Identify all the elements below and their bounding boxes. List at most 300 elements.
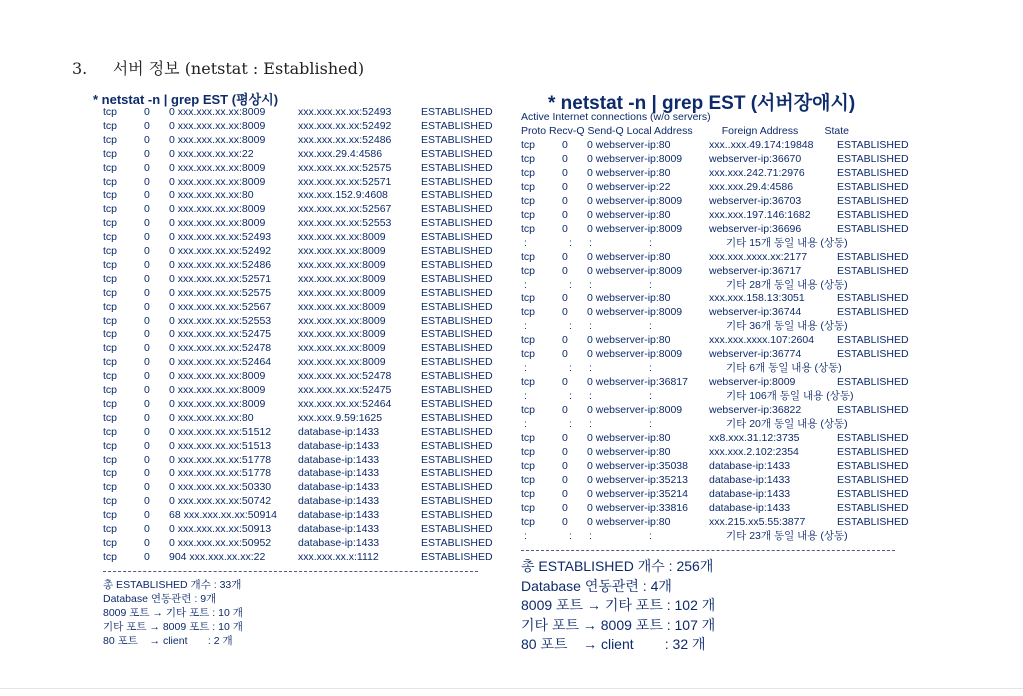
colon-mark: : — [524, 362, 527, 375]
proto-cell: tcp — [521, 208, 536, 221]
recvq-cell: 0 — [562, 376, 568, 389]
local-address-cell: 0 webserver-ip:8009 — [587, 264, 683, 277]
proto-cell: tcp — [521, 166, 536, 179]
colon-mark: : — [524, 418, 527, 430]
foreign-address-cell: xxx.xxx.29.4:4586 — [709, 180, 794, 193]
local-address-cell: 0 webserver-ip:8009 — [587, 194, 683, 207]
colon-mark: : — [569, 529, 572, 542]
proto-cell: tcp — [103, 411, 118, 424]
proto-cell: tcp — [521, 473, 536, 486]
local-address-cell: 0 webserver-ip:80 — [587, 445, 671, 458]
foreign-address-cell: xxx.215.xx5.55:3877 — [709, 515, 806, 528]
colon-mark: : — [589, 362, 592, 375]
local-address-cell: 0 webserver-ip:80 — [587, 334, 671, 347]
proto-cell: tcp — [521, 264, 536, 277]
proto-cell: tcp — [521, 292, 536, 305]
foreign-address-cell: xxx.xxx.xx.xx:8009 — [298, 231, 386, 244]
state-cell: ESTABLISHED — [837, 139, 909, 151]
foreign-address-cell: database-ip:1433 — [298, 523, 380, 535]
proto-cell: tcp — [521, 180, 536, 193]
foreign-address-cell: xxx.xxx.xx.xx:8009 — [298, 258, 386, 271]
state-cell: ESTABLISHED — [837, 222, 909, 235]
summary-line: 총 ESTABLISHED 개수 : 33개 — [103, 579, 242, 591]
colon-mark: : — [649, 236, 652, 249]
state-cell: ESTABLISHED — [837, 208, 909, 221]
colon-mark: : — [589, 529, 592, 542]
state-cell: ESTABLISHED — [421, 397, 493, 410]
state-cell: ESTABLISHED — [421, 342, 493, 355]
right-summary — [521, 557, 715, 655]
recvq-cell: 0 — [144, 217, 150, 230]
local-address-cell: 0 xxx.xxx.xx.xx:52567 — [169, 300, 272, 313]
state-cell: ESTABLISHED — [421, 356, 493, 369]
local-address-cell: 0 webserver-ip:33816 — [587, 501, 688, 514]
foreign-address-cell: database-ip:1433 — [298, 495, 380, 508]
proto-cell: tcp — [103, 119, 118, 132]
foreign-address-cell: xxx.xxx.158.13:3051 — [709, 292, 805, 305]
proto-cell: tcp — [103, 356, 118, 369]
local-address-cell: 0 xxx.xxx.xx.xx:8009 — [169, 133, 266, 146]
recvq-cell: 0 — [144, 453, 150, 466]
state-cell: ESTABLISHED — [837, 501, 909, 514]
local-address-cell: 0 webserver-ip:80 — [587, 250, 671, 263]
local-address-cell: 0 xxx.xxx.xx.xx:52553 — [169, 314, 272, 327]
section-heading: 3. 서버 정보 (netstat : Established) — [72, 59, 365, 78]
local-address-cell: 0 webserver-ip:80 — [587, 139, 671, 151]
state-cell: ESTABLISHED — [421, 370, 493, 383]
proto-cell: tcp — [103, 300, 118, 313]
state-cell: ESTABLISHED — [421, 328, 493, 341]
foreign-address-cell: xxx.xxx.xx.xx:52492 — [298, 119, 392, 132]
local-address-cell: 0 xxx.xxx.xx.xx:8009 — [169, 106, 266, 118]
foreign-address-cell: xxx.xxx.2.102:2354 — [709, 445, 799, 458]
foreign-address-cell: database-ip:1433 — [709, 487, 791, 500]
left-panel-title: * netstat -n | grep EST (평상시) — [93, 92, 279, 107]
colon-mark: : — [649, 390, 652, 403]
recvq-cell: 0 — [144, 356, 150, 369]
foreign-address-cell: xxx.xxx.xx.xx:8009 — [298, 356, 386, 369]
proto-cell: tcp — [521, 194, 536, 207]
foreign-address-cell: webserver-ip:36744 — [709, 306, 802, 319]
proto-cell: tcp — [521, 334, 536, 347]
foreign-address-cell: database-ip:1433 — [709, 473, 791, 486]
local-address-cell: 0 webserver-ip:35214 — [587, 487, 688, 500]
proto-cell: tcp — [103, 384, 118, 396]
state-cell: ESTABLISHED — [421, 467, 493, 480]
recvq-cell: 0 — [144, 106, 150, 118]
proto-cell: tcp — [103, 217, 118, 230]
local-address-cell: 0 xxx.xxx.xx.xx:51778 — [169, 467, 272, 480]
proto-cell: tcp — [103, 175, 118, 188]
proto-cell: tcp — [521, 445, 536, 458]
omitted-rows-label: 기타 28개 동일 내용 (상동) — [726, 278, 848, 291]
foreign-address-cell: webserver-ip:36717 — [709, 264, 802, 277]
foreign-address-cell: xxx.xxx.xx.xx:8009 — [298, 286, 386, 299]
state-cell: ESTABLISHED — [837, 459, 909, 472]
colon-mark: : — [524, 529, 527, 542]
proto-cell: tcp — [521, 139, 536, 151]
summary-line: 8009 포트 → 기타 포트 : 102 개 — [521, 597, 716, 613]
proto-cell: tcp — [521, 487, 536, 500]
local-address-cell: 904 xxx.xxx.xx.xx:22 — [169, 550, 266, 563]
foreign-address-cell: xxx.xxx.xx.xx:52475 — [298, 384, 392, 396]
local-address-cell: 0 webserver-ip:80 — [587, 292, 671, 305]
proto-cell: tcp — [521, 222, 536, 235]
proto-cell: tcp — [521, 501, 536, 514]
recvq-cell: 0 — [562, 334, 568, 347]
right-panel-title: * netstat -n | grep EST (서버장애시) — [548, 93, 856, 114]
right-header-columns: Proto Recv-Q Send-Q Local Address Foreign Address State — [521, 125, 849, 137]
recvq-cell: 0 — [144, 397, 150, 410]
recvq-cell: 0 — [144, 189, 150, 202]
omitted-rows-label: 기타 6개 동일 내용 (상동) — [726, 362, 842, 375]
state-cell: ESTABLISHED — [421, 536, 493, 549]
state-cell: ESTABLISHED — [421, 245, 493, 257]
recvq-cell: 0 — [144, 411, 150, 424]
recvq-cell: 0 — [144, 509, 150, 522]
foreign-address-cell: database-ip:1433 — [298, 439, 380, 452]
state-cell: ESTABLISHED — [837, 404, 909, 417]
local-address-cell: 0 xxx.xxx.xx.xx:80 — [169, 189, 254, 202]
proto-cell: tcp — [103, 536, 118, 549]
summary-line: 총 ESTABLISHED 개수 : 256개 — [521, 558, 714, 574]
colon-mark: : — [589, 236, 592, 249]
recvq-cell: 0 — [562, 348, 568, 361]
foreign-address-cell: webserver-ip:36670 — [709, 152, 802, 165]
omitted-rows-label: 기타 15개 동일 내용 (상동) — [726, 236, 848, 249]
recvq-cell: 0 — [562, 250, 568, 263]
local-address-cell: 0 xxx.xxx.xx.xx:80 — [169, 411, 254, 424]
state-cell: ESTABLISHED — [837, 250, 909, 263]
recvq-cell: 0 — [562, 152, 568, 165]
recvq-cell: 0 — [144, 286, 150, 299]
recvq-cell: 0 — [144, 147, 150, 160]
local-address-cell: 0 xxx.xxx.xx.xx:50913 — [169, 523, 272, 535]
foreign-address-cell: database-ip:1433 — [709, 501, 791, 514]
colon-mark: : — [589, 390, 592, 403]
foreign-address-cell: database-ip:1433 — [298, 481, 380, 494]
state-cell: ESTABLISHED — [837, 515, 909, 528]
local-address-cell: 0 webserver-ip:35213 — [587, 473, 688, 486]
recvq-cell: 0 — [562, 166, 568, 179]
foreign-address-cell: xxx.xxx.152.9:4608 — [298, 189, 388, 202]
omitted-rows-label: 기타 23개 동일 내용 (상동) — [726, 529, 848, 542]
local-address-cell: 0 xxx.xxx.xx.xx:51512 — [169, 425, 272, 438]
local-address-cell: 0 webserver-ip:8009 — [587, 348, 683, 361]
recvq-cell: 0 — [144, 258, 150, 271]
colon-mark: : — [649, 278, 652, 291]
recvq-cell: 0 — [562, 501, 568, 514]
proto-cell: tcp — [103, 342, 118, 355]
recvq-cell: 0 — [144, 467, 150, 480]
state-cell: ESTABLISHED — [421, 161, 493, 174]
foreign-address-cell: xxx.xxx.xx.xx:8009 — [298, 328, 386, 341]
local-address-cell: 0 xxx.xxx.xx.xx:52486 — [169, 258, 272, 271]
colon-mark: : — [649, 320, 652, 333]
local-address-cell: 0 webserver-ip:36817 — [587, 376, 688, 389]
state-cell: ESTABLISHED — [421, 509, 493, 522]
local-address-cell: 0 webserver-ip:80 — [587, 515, 671, 528]
proto-cell: tcp — [103, 481, 118, 494]
summary-line: 80 포트 → client : 2 개 — [103, 635, 233, 647]
recvq-cell: 0 — [144, 133, 150, 146]
state-cell: ESTABLISHED — [421, 439, 493, 452]
recvq-cell: 0 — [144, 203, 150, 216]
proto-cell: tcp — [103, 286, 118, 299]
colon-mark: : — [589, 278, 592, 291]
recvq-cell: 0 — [144, 495, 150, 508]
state-cell: ESTABLISHED — [837, 334, 909, 347]
state-cell: ESTABLISHED — [421, 300, 493, 313]
foreign-address-cell: xxx.xxx.xx.xx:52478 — [298, 370, 392, 383]
local-address-cell: 0 xxx.xxx.xx.xx:8009 — [169, 119, 266, 132]
local-address-cell: 0 xxx.xxx.xx.xx:52475 — [169, 328, 272, 341]
proto-cell: tcp — [521, 376, 536, 389]
foreign-address-cell: xxx.xxx.xx.x:1112 — [298, 550, 379, 563]
proto-cell: tcp — [521, 459, 536, 472]
recvq-cell: 0 — [562, 139, 568, 151]
foreign-address-cell: database-ip:1433 — [298, 536, 380, 549]
recvq-cell: 0 — [144, 481, 150, 494]
colon-mark: : — [569, 418, 572, 430]
recvq-cell: 0 — [562, 180, 568, 193]
state-cell: ESTABLISHED — [837, 306, 909, 319]
state-cell: ESTABLISHED — [421, 286, 493, 299]
foreign-address-cell: xxx.xxx.9.59:1625 — [298, 411, 383, 424]
foreign-address-cell: xxx.xxx.xx.xx:8009 — [298, 314, 386, 327]
foreign-address-cell: database-ip:1433 — [298, 509, 380, 522]
summary-line: Database 연동관련 : 4개 — [521, 577, 672, 594]
state-cell: ESTABLISHED — [421, 550, 493, 563]
foreign-address-cell: xxx.xxx.242.71:2976 — [709, 166, 805, 179]
state-cell: ESTABLISHED — [421, 175, 493, 188]
state-cell: ESTABLISHED — [421, 425, 493, 438]
local-address-cell: 0 xxx.xxx.xx.xx:52493 — [169, 231, 272, 244]
proto-cell: tcp — [103, 245, 118, 257]
local-address-cell: 0 xxx.xxx.xx.xx:50952 — [169, 536, 272, 549]
recvq-cell: 0 — [144, 314, 150, 327]
colon-mark: : — [524, 390, 527, 403]
proto-cell: tcp — [103, 495, 118, 508]
proto-cell: tcp — [103, 425, 118, 438]
state-cell: ESTABLISHED — [421, 523, 493, 535]
state-cell: ESTABLISHED — [421, 258, 493, 271]
omitted-rows-label: 기타 106개 동일 내용 (상동) — [726, 390, 854, 403]
omitted-rows-label: 기타 36개 동일 내용 (상동) — [726, 320, 848, 333]
proto-cell: tcp — [103, 272, 118, 285]
local-address-cell: 0 webserver-ip:35038 — [587, 459, 688, 472]
recvq-cell: 0 — [562, 194, 568, 207]
local-address-cell: 0 xxx.xxx.xx.xx:51778 — [169, 453, 272, 466]
local-address-cell: 0 xxx.xxx.xx.xx:22 — [169, 147, 254, 160]
colon-mark: : — [524, 320, 527, 333]
proto-cell: tcp — [521, 515, 536, 528]
local-address-cell: 0 webserver-ip:80 — [587, 431, 671, 444]
local-address-cell: 0 xxx.xxx.xx.xx:52492 — [169, 245, 272, 257]
state-cell: ESTABLISHED — [421, 495, 493, 508]
left-summary — [103, 578, 243, 648]
proto-cell: tcp — [521, 348, 536, 361]
foreign-address-cell: xxx.xxx.xx.xx:52486 — [298, 133, 392, 146]
recvq-cell: 0 — [144, 536, 150, 549]
state-cell: ESTABLISHED — [837, 292, 909, 305]
state-cell: ESTABLISHED — [837, 348, 909, 361]
proto-cell: tcp — [103, 106, 118, 118]
foreign-address-cell: xxx.xxx.xx.xx:52493 — [298, 106, 392, 118]
state-cell: ESTABLISHED — [837, 194, 909, 207]
colon-mark: : — [569, 320, 572, 333]
state-cell: ESTABLISHED — [421, 147, 493, 160]
foreign-address-cell: xxx.xxx.xx.xx:52553 — [298, 217, 392, 230]
colon-mark: : — [649, 529, 652, 542]
proto-cell: tcp — [103, 231, 118, 244]
recvq-cell: 0 — [562, 459, 568, 472]
local-address-cell: 0 webserver-ip:8009 — [587, 152, 683, 165]
proto-cell: tcp — [103, 203, 118, 216]
foreign-address-cell: webserver-ip:36696 — [709, 222, 802, 235]
state-cell: ESTABLISHED — [421, 189, 493, 202]
local-address-cell: 0 xxx.xxx.xx.xx:8009 — [169, 384, 266, 396]
proto-cell: tcp — [521, 250, 536, 263]
state-cell: ESTABLISHED — [421, 453, 493, 466]
recvq-cell: 0 — [562, 515, 568, 528]
right-header-connections: Active Internet connections (w/o servers) — [521, 111, 711, 123]
recvq-cell: 0 — [144, 523, 150, 535]
recvq-cell: 0 — [144, 119, 150, 132]
state-cell: ESTABLISHED — [837, 487, 909, 500]
proto-cell: tcp — [103, 189, 118, 202]
state-cell: ESTABLISHED — [837, 166, 909, 179]
foreign-address-cell: xxx.xxx.xx.xx:8009 — [298, 245, 386, 257]
right-separator — [521, 550, 895, 551]
omitted-rows-label: 기타 20개 동일 내용 (상동) — [726, 418, 848, 430]
colon-mark: : — [569, 236, 572, 249]
proto-cell: tcp — [521, 404, 536, 417]
local-address-cell: 0 webserver-ip:80 — [587, 208, 671, 221]
state-cell: ESTABLISHED — [421, 314, 493, 327]
recvq-cell: 0 — [562, 208, 568, 221]
proto-cell: tcp — [521, 431, 536, 444]
proto-cell: tcp — [103, 439, 118, 452]
foreign-address-cell: database-ip:1433 — [298, 467, 380, 480]
foreign-address-cell: database-ip:1433 — [298, 425, 380, 438]
foreign-address-cell: xxx.xxx.xx.xx:8009 — [298, 272, 386, 285]
summary-line: 80 포트 → client : 32 개 — [521, 636, 706, 652]
proto-cell: tcp — [103, 370, 118, 383]
colon-mark: : — [569, 278, 572, 291]
proto-cell: tcp — [103, 328, 118, 341]
summary-line: 기타 포트 → 8009 포트 : 107 개 — [521, 616, 716, 633]
proto-cell: tcp — [103, 453, 118, 466]
recvq-cell: 0 — [562, 222, 568, 235]
local-address-cell: 0 xxx.xxx.xx.xx:8009 — [169, 397, 266, 410]
state-cell: ESTABLISHED — [837, 264, 909, 277]
proto-cell: tcp — [103, 467, 118, 480]
recvq-cell: 0 — [144, 175, 150, 188]
recvq-cell: 0 — [144, 272, 150, 285]
recvq-cell: 0 — [144, 425, 150, 438]
recvq-cell: 0 — [144, 370, 150, 383]
local-address-cell: 0 webserver-ip:8009 — [587, 222, 683, 235]
proto-cell: tcp — [103, 147, 118, 160]
recvq-cell: 0 — [144, 300, 150, 313]
local-address-cell: 0 xxx.xxx.xx.xx:52575 — [169, 286, 272, 299]
state-cell: ESTABLISHED — [837, 473, 909, 486]
summary-line: 기타 포트 → 8009 포트 : 10 개 — [103, 621, 243, 633]
state-cell: ESTABLISHED — [421, 411, 493, 424]
foreign-address-cell: xxx.xxx.xx.xx:52464 — [298, 397, 392, 410]
recvq-cell: 0 — [562, 264, 568, 277]
foreign-address-cell: xx8.xxx.31.12:3735 — [709, 431, 800, 444]
recvq-cell: 0 — [562, 445, 568, 458]
colon-mark: : — [569, 362, 572, 375]
recvq-cell: 0 — [562, 431, 568, 444]
colon-mark: : — [524, 278, 527, 291]
foreign-address-cell: xxx.xxx.197.146:1682 — [709, 208, 811, 221]
proto-cell: tcp — [103, 133, 118, 146]
state-cell: ESTABLISHED — [837, 445, 909, 458]
local-address-cell: 0 xxx.xxx.xx.xx:8009 — [169, 175, 266, 188]
state-cell: ESTABLISHED — [421, 217, 493, 230]
local-address-cell: 0 xxx.xxx.xx.xx:52478 — [169, 342, 272, 355]
proto-cell: tcp — [103, 258, 118, 271]
proto-cell: tcp — [103, 397, 118, 410]
foreign-address-cell: xxx.xxx.xx.xx:52571 — [298, 175, 392, 188]
state-cell: ESTABLISHED — [421, 231, 493, 244]
recvq-cell: 0 — [144, 550, 150, 563]
foreign-address-cell: webserver-ip:8009 — [709, 376, 796, 389]
proto-cell: tcp — [103, 523, 118, 535]
foreign-address-cell: xxx.xxx.xxxx.xx:2177 — [709, 250, 808, 263]
local-address-cell: 0 xxx.xxx.xx.xx:8009 — [169, 370, 266, 383]
left-separator — [103, 571, 478, 572]
proto-cell: tcp — [103, 161, 118, 174]
recvq-cell: 0 — [562, 292, 568, 305]
colon-mark: : — [589, 418, 592, 430]
foreign-address-cell: xxx.xxx.xxxx.107:2604 — [709, 334, 815, 347]
state-cell: ESTABLISHED — [421, 272, 493, 285]
local-address-cell: 0 webserver-ip:22 — [587, 180, 671, 193]
local-address-cell: 0 xxx.xxx.xx.xx:50742 — [169, 495, 272, 508]
foreign-address-cell: webserver-ip:36774 — [709, 348, 802, 361]
local-address-cell: 0 xxx.xxx.xx.xx:8009 — [169, 161, 266, 174]
colon-mark: : — [524, 236, 527, 249]
recvq-cell: 0 — [144, 328, 150, 341]
recvq-cell: 0 — [144, 439, 150, 452]
local-address-cell: 0 xxx.xxx.xx.xx:52571 — [169, 272, 272, 285]
local-address-cell: 0 xxx.xxx.xx.xx:51513 — [169, 439, 272, 452]
foreign-address-cell: xxx..xxx.49.174:19848 — [709, 139, 814, 151]
state-cell: ESTABLISHED — [421, 106, 493, 118]
recvq-cell: 0 — [144, 342, 150, 355]
state-cell: ESTABLISHED — [837, 152, 909, 165]
foreign-address-cell: webserver-ip:36703 — [709, 194, 802, 207]
state-cell: ESTABLISHED — [421, 133, 493, 146]
recvq-cell: 0 — [144, 245, 150, 257]
local-address-cell: 0 xxx.xxx.xx.xx:8009 — [169, 203, 266, 216]
foreign-address-cell: webserver-ip:36822 — [709, 404, 802, 417]
local-address-cell: 0 webserver-ip:80 — [587, 166, 671, 179]
foreign-address-cell: database-ip:1433 — [709, 459, 791, 472]
proto-cell: tcp — [103, 509, 118, 522]
recvq-cell: 0 — [562, 306, 568, 319]
foreign-address-cell: database-ip:1433 — [298, 453, 380, 466]
foreign-address-cell: xxx.xxx.29.4:4586 — [298, 147, 383, 160]
colon-mark: : — [589, 320, 592, 333]
state-cell: ESTABLISHED — [421, 203, 493, 216]
local-address-cell: 0 webserver-ip:8009 — [587, 404, 683, 417]
state-cell: ESTABLISHED — [421, 384, 493, 396]
